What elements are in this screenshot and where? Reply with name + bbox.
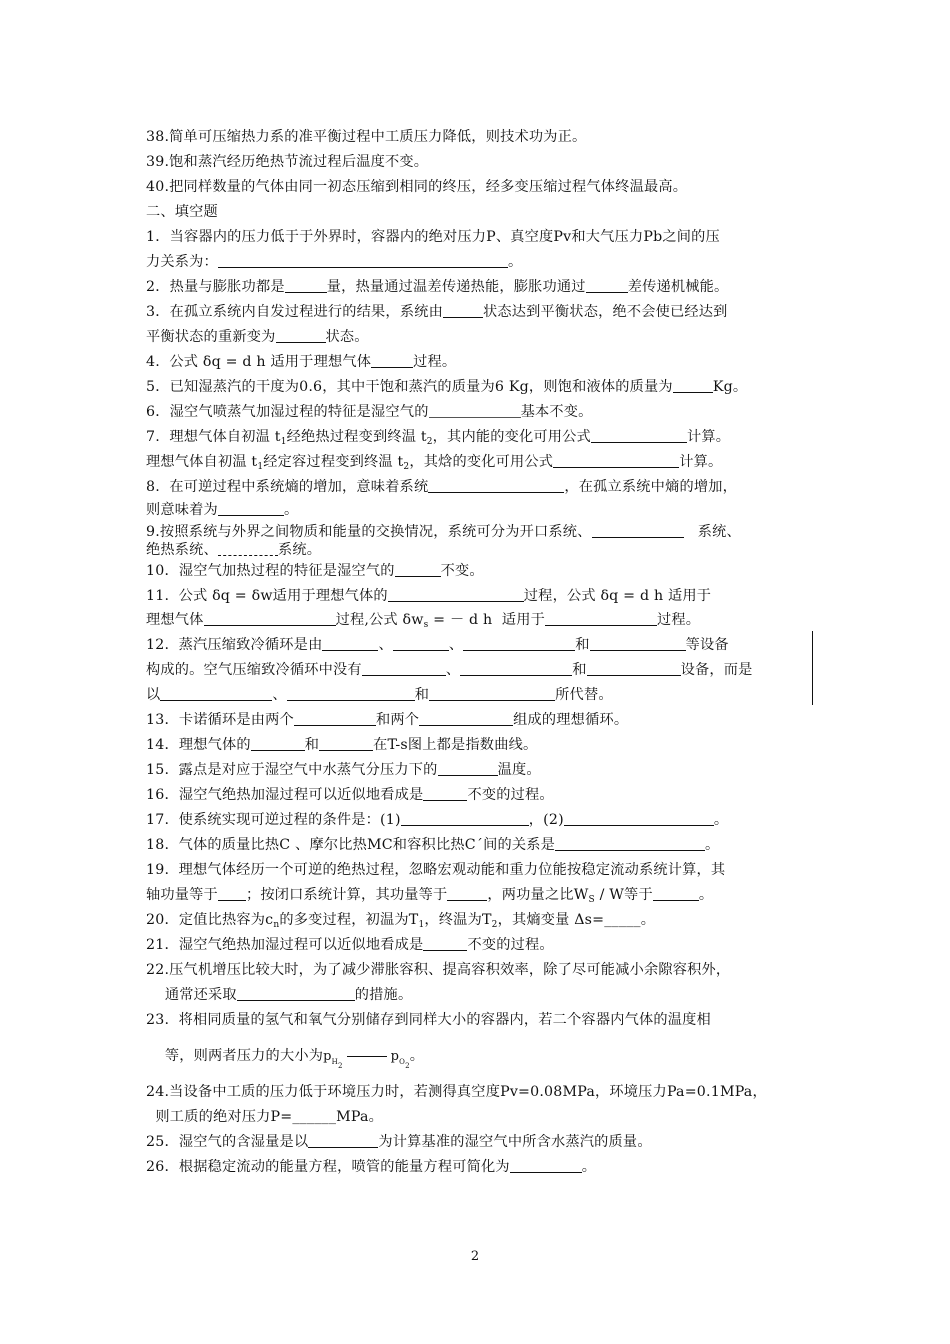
answer-blank [673,378,713,393]
question-7-line-2 [146,452,722,477]
q23-text-2: 等，则两者压力的大小为 [146,1048,324,1064]
question-21 [146,935,554,955]
question-1-line-1 [146,227,720,247]
answer-blank [460,661,572,676]
pressure-o2-symbol [390,1049,410,1070]
q9-text: 9.按照系统与外界之间物质和能量的交换情况，系统可分为开口系统、 [146,524,592,540]
answer-blank [322,636,378,651]
q20-text-3: ，终温为T [424,912,492,928]
answer-blank [218,541,278,556]
q10-text-2: 不变。 [440,563,484,579]
answer-blank [218,253,508,268]
q4-text-2: 过程。 [413,354,457,370]
q13-text-2: 和两个 [375,712,420,728]
item-40 [146,177,687,197]
section-heading-text: 二、填空题 [146,204,218,220]
question-8-line-2 [146,500,298,520]
answer-blank: _____ [604,912,641,928]
question-19-line-2 [146,885,713,910]
item-38-text: 38.简单可压缩热力系的准平衡过程中工质压力降低，则技术功为正。 [146,129,587,145]
q12-text: 12. 蒸汽压缩致冷循环是由 [146,637,323,653]
answer-blank [429,686,555,701]
q17-text: 17. 使系统实现可逆过程的条件是：(1) [146,812,401,828]
q23-text-3: 。 [409,1048,425,1064]
answer-blank [251,736,305,751]
subscript: 2 [405,1062,410,1070]
pressure-symbol: p [323,1049,332,1064]
q8-text-2: ，在孤立系统中熵的增加， [564,479,737,495]
question-4 [146,352,456,372]
q14-text-3: 在T-s图上都是指数曲线。 [373,737,538,753]
answer-blank [218,501,284,516]
q13-text: 13．卡诺循环是由两个 [146,712,294,728]
question-11-line-2 [146,610,700,635]
subscript: 1 [418,920,425,930]
question-24-line-2 [146,1107,383,1127]
answer-blank [287,686,415,701]
question-8-line-1 [146,477,737,497]
separator: 、 [448,637,464,653]
answer-blank [586,278,628,293]
question-9-line-1 [146,522,741,542]
q8-text-3: 则意味着为 [146,502,218,518]
question-14 [146,735,537,755]
question-22-line-2 [146,985,412,1005]
answer-blank [218,886,246,901]
q11-text: 11. 公式 δq = δw适用于理想气体的 [146,588,388,604]
q21-text: 21．湿空气绝热加湿过程可以近似地看成是 [146,937,424,953]
answer-blank [545,611,657,626]
q25-text-2: 为计算基准的湿空气中所含水蒸汽的质量。 [378,1134,652,1150]
q24-text: 24.当设备中工质的压力低于环境压力时，若测得真空度Pv=0.08MPa，环境压力Pa=0.1MPa， [146,1084,767,1100]
q22-text-3: 的措施。 [354,987,413,1003]
q24-text-2: 则工质的绝对压力P= [146,1109,293,1125]
question-12-line-1 [146,635,729,655]
question-25 [146,1132,652,1152]
q12-text-4: 设备，而是 [680,662,753,678]
q20-text-4: ，其熵变量 Δs= [497,912,605,928]
subscript: O [399,1058,406,1066]
q17-text-3: 。 [713,812,729,828]
question-26 [146,1157,596,1177]
answer-blank [592,523,684,538]
q19-text-6: 。 [698,887,714,903]
answer-blank [590,636,686,651]
answer-blank [564,811,714,826]
separator: 、 [445,662,461,678]
subscript: 1 [257,462,264,472]
q9-text-3: 绝热系统、 [146,542,218,558]
item-39-text: 39.饱和蒸汽经历绝热节流过程后温度不变。 [146,154,429,170]
subscript: 1 [280,437,287,447]
q12-text-2: 等设备 [685,637,729,653]
q23-text: 23. 将相同质量的氢气和氧气分别储存到同样大小的容器内，若二个容器内气体的温度相 [146,1012,711,1028]
question-5 [146,377,747,397]
subscript: n [273,920,280,930]
q20-text: 20．定值比热容为c [146,912,274,928]
subscript: S [588,895,595,905]
q12-text-3: 构成的。空气压缩致冷循环中没有 [146,662,362,678]
question-18 [146,835,719,855]
question-15 [146,760,541,780]
question-12-line-2 [146,660,753,680]
question-23-line-2 [146,1042,424,1076]
pressure-h2-symbol [323,1049,343,1070]
answer-blank [555,836,705,851]
q9-text-4: 系统。 [277,542,322,558]
q11-text-5: = － d h 适用于 [428,612,545,628]
q19-text-4: ，两功量之比W [487,887,589,903]
question-10 [146,561,484,581]
q16-text: 16．湿空气绝热加湿过程可以近似地看成是 [146,787,424,803]
item-38 [146,127,586,147]
q19-text-2: 轴功量等于 [146,887,218,903]
answer-blank [428,478,564,493]
question-6 [146,402,593,422]
answer-blank: ______ [292,1109,337,1125]
subscript: 2 [426,437,433,447]
question-3-line-2 [146,327,369,347]
q20-text-2: 的多变过程，初温为T [279,912,419,928]
q11-text-4: 过程,公式 δw [335,612,424,628]
question-13 [146,710,628,730]
q7-text-7: ，其焓的变化可用公式 [409,454,554,470]
answer-blank [388,587,524,602]
q12-text-5: 以 [146,687,161,703]
pressure-symbol: p [390,1049,400,1064]
q11-text-2: 过程，公式 δq = d h 适用于 [523,588,712,604]
question-3-line-1 [146,302,728,322]
q9-text-2: 系统、 [683,524,741,540]
q19-text-5: / W等于 [594,887,653,903]
subscript: s [423,620,429,630]
answer-blank [308,1133,378,1148]
q1-end: 。 [507,254,523,270]
subscript: 2 [403,462,410,472]
question-16 [146,785,554,805]
q2-text-3: 差传递机械能。 [627,279,729,295]
answer-blank [319,736,373,751]
q7-text-2: 经绝热过程变到终温 t [286,429,427,445]
answer-blank [443,303,483,318]
answer-blank [401,811,529,826]
q7-text-4: 计算。 [686,429,731,445]
answer-blank [423,936,467,951]
q14-text-2: 和 [304,737,320,753]
answer-blank [347,1042,387,1057]
q21-text-2: 不变的过程。 [467,937,554,953]
question-9-line-2 [146,540,321,560]
q19-text: 19. 理想气体经历一个可逆的绝热过程，忽略宏观动能和重力位能按稳定流动系统计算，其 [146,862,726,878]
q5-text: 5．已知湿蒸汽的干度为0.6，其中干饱和蒸汽的质量为6 Kg，则饱和液体的质量为 [146,379,673,395]
answer-blank [591,428,687,443]
q17-text-2: ，(2) [528,812,564,828]
q11-text-3: 理想气体 [146,612,204,628]
item-40-text: 40.把同样数量的气体由同一初态压缩到相同的终压，经多变压缩过程气体终温最高。 [146,179,688,195]
conjunction: 和 [414,687,430,703]
answer-blank [371,353,413,368]
answer-blank [285,278,327,293]
q14-text: 14．理想气体的 [146,737,251,753]
q19-text-3: ；按闭口系统计算，其功量等于 [245,887,448,903]
answer-blank [653,886,699,901]
q22-text: 22.压气机增压比较大时，为了减少滞胀容积、提高容积效率，除了尽可能减小余隙容积外， [146,962,731,978]
answer-blank [393,636,449,651]
conjunction: 和 [575,637,590,653]
item-39 [146,152,428,172]
answer-blank [587,661,681,676]
q26-text-2: 。 [581,1159,597,1175]
question-24-line-1 [146,1082,767,1102]
page-number: 2 [470,1249,480,1264]
answer-blank [423,786,467,801]
question-22-line-1 [146,960,730,980]
q3-text-2: 状态达到平衡状态，绝不会使已经达到 [482,304,728,320]
q7-text-8: 计算。 [679,454,723,470]
q3-text-4: 状态。 [325,329,369,345]
q11-text-6: 过程。 [656,612,701,628]
answer-blank [276,328,326,343]
q26-text: 26．根据稳定流动的能量方程，喷管的能量方程可简化为 [146,1159,510,1175]
answer-blank [447,886,487,901]
answer-blank [395,562,441,577]
answer-blank [553,453,679,468]
q15-text-2: 温度。 [497,762,541,778]
q6-text: 6．湿空气喷蒸气加湿过程的特征是湿空气的 [146,404,429,420]
question-17 [146,810,728,830]
separator: 、 [378,637,393,653]
question-20 [146,910,655,935]
answer-blank [438,761,498,776]
q6-text-2: 基本不变。 [520,404,593,420]
answer-blank [237,986,355,1001]
q10-text: 10．湿空气加热过程的特征是湿空气的 [146,563,395,579]
q16-text-2: 不变的过程。 [467,787,554,803]
question-11-line-1 [146,586,711,606]
q15-text: 15. 露点是对应于湿空气中水蒸气分压力下的 [146,762,438,778]
answer-blank [419,711,513,726]
question-2 [146,277,728,297]
q1-text-2: 力关系为： [146,254,218,270]
question-7-line-1 [146,427,730,452]
q3-text-3: 平衡状态的重新变为 [146,329,276,345]
q18-text: 18. 气体的质量比热C 、摩尔比热MC和容积比热C΄间的关系是 [146,837,556,853]
q4-text: 4. 公式 δq = d h 适用于理想气体 [146,354,372,370]
q22-text-2: 通常还采取 [146,987,237,1003]
q7-text-5: 理想气体自初温 t [146,454,258,470]
q7-text: 7. 理想气体自初温 t [146,429,281,445]
q18-text-2: 。 [705,837,720,853]
answer-blank [429,403,521,418]
answer-blank [204,611,336,626]
question-23-line-1 [146,1010,711,1030]
separator: 、 [272,687,287,703]
q25-text: 25．湿空气的含湿量是以 [146,1134,309,1150]
answer-blank [294,711,376,726]
q2-text: 2．热量与膨胀功都是 [146,279,285,295]
margin-bar [812,631,813,705]
conjunction: 和 [572,662,587,678]
question-1-line-2 [146,252,522,272]
q12-text-6: 所代替。 [555,687,613,703]
q20-text-5: 。 [640,912,656,928]
answer-blank [510,1158,582,1173]
answer-blank [160,686,272,701]
q7-text-6: 经定容过程变到终温 t [263,454,404,470]
q3-text: 3．在孤立系统内自发过程进行的结果，系统由 [146,304,443,320]
q13-text-3: 组成的理想循环。 [513,712,629,728]
question-12-line-3 [146,685,613,705]
q8-text: 8. 在可逆过程中系统熵的增加，意味着系统 [146,479,429,495]
q24-text-3: MPa。 [336,1109,384,1125]
q1-text: 1．当容器内的压力低于于外界时，容器内的绝对压力P、真空度Pv和大气压力Pb之间的压 [146,229,720,245]
q2-text-2: 量，热量通过温差传递热能，膨胀功通过 [326,279,586,295]
subscript: H [331,1058,338,1066]
answer-blank [463,636,575,651]
q8-text-4: 。 [283,502,299,518]
section-heading [146,202,218,222]
q7-text-3: ，其内能的变化可用公式 [432,429,591,445]
question-19-line-1 [146,860,725,880]
q5-text-2: Kg。 [712,379,748,395]
answer-blank [362,661,446,676]
subscript: 2 [491,920,498,930]
subscript: 2 [337,1062,343,1070]
